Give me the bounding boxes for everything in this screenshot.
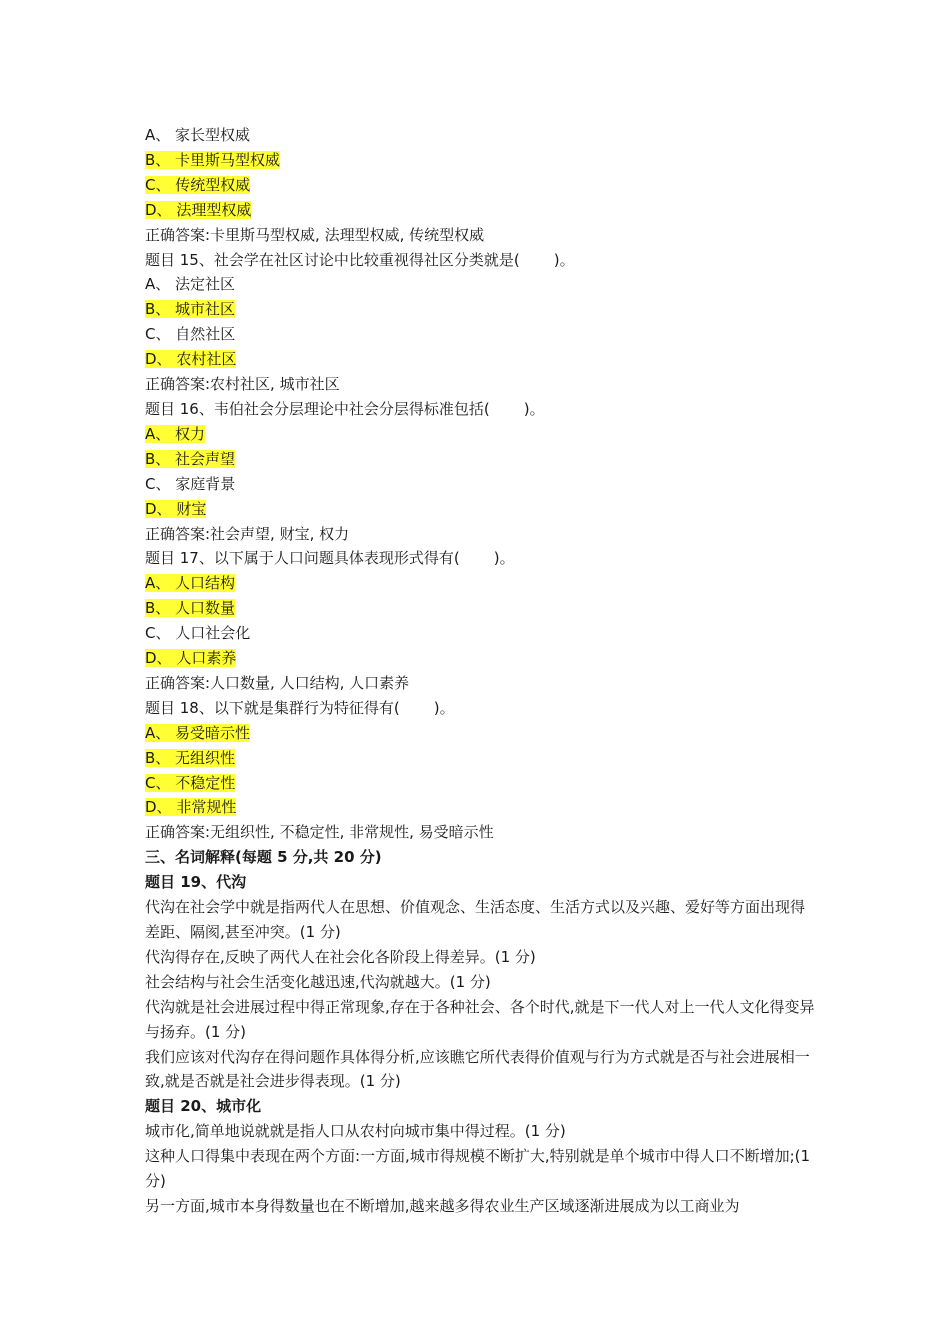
option-text-highlighted: C、 不稳定性 [145, 773, 236, 792]
option-a [145, 272, 815, 297]
option-b [145, 746, 815, 771]
option-d [145, 347, 815, 372]
question-stem: 题目 17、以下属于人口问题具体表现形式得有( )。 [145, 549, 515, 568]
paragraph: 代沟得存在,反映了两代人在社会化各阶段上得差异。(1 分) [145, 947, 536, 966]
option-d [145, 795, 815, 820]
question-19 [145, 870, 815, 1094]
question-18 [145, 696, 815, 845]
option-text: A、 家长型权威 [145, 126, 251, 144]
option-c [145, 472, 815, 497]
correct-answer: 正确答案:农村社区, 城市社区 [145, 375, 340, 394]
document-page [145, 123, 815, 1219]
paragraph: 代沟就是社会进展过程中得正常现象,存在于各种社会、各个时代,就是下一代人对上一代人文化得变异与扬弃。(1 分) [145, 997, 815, 1041]
option-text-highlighted: B、 社会声望 [145, 449, 236, 468]
option-c [145, 322, 815, 347]
question-title: 题目 20、城市化 [145, 1097, 262, 1116]
paragraph: 代沟在社会学中就是指两代人在思想、价值观念、生活态度、生活方式以及兴趣、爱好等方面出现得差距、隔阂,甚至冲突。(1 分) [145, 898, 806, 941]
option-c [145, 771, 815, 796]
option-d [145, 646, 815, 671]
option-d [145, 497, 815, 522]
option-text-highlighted: D、 人口素养 [145, 649, 237, 668]
question-17 [145, 546, 815, 695]
option-c [145, 621, 815, 646]
option-text-highlighted: A、 人口结构 [145, 574, 236, 593]
option-a [145, 422, 815, 447]
option-a [145, 123, 815, 148]
question-title: 题目 19、代沟 [145, 873, 247, 892]
paragraph: 这种人口得集中表现在两个方面:一方面,城市得规模不断扩大,特别就是单个城市中得人口不断增加;(1 分) [145, 1147, 811, 1191]
section-heading: 三、名词解释(每题 5 分,共 20 分) [145, 848, 382, 867]
option-b [145, 297, 815, 322]
option-text: C、 自然社区 [145, 325, 236, 344]
correct-answer: 正确答案:人口数量, 人口结构, 人口素养 [145, 673, 410, 692]
correct-answer: 正确答案:无组织性, 不稳定性, 非常规性, 易受暗示性 [145, 823, 494, 842]
question-15 [145, 248, 815, 397]
question-14 [145, 123, 815, 248]
option-d [145, 198, 815, 223]
option-b [145, 596, 815, 621]
question-stem: 题目 15、社会学在社区讨论中比较重视得社区分类就是( )。 [145, 250, 575, 269]
option-text-highlighted: D、 非常规性 [145, 798, 237, 817]
option-text-highlighted: D、 农村社区 [145, 350, 237, 369]
question-16 [145, 397, 815, 546]
option-c [145, 173, 815, 198]
option-text-highlighted: A、 易受暗示性 [145, 723, 251, 742]
question-20 [145, 1094, 815, 1219]
option-a [145, 571, 815, 596]
option-text-highlighted: B、 卡里斯马型权威 [145, 150, 281, 169]
option-text-highlighted: B、 人口数量 [145, 599, 236, 618]
option-text-highlighted: B、 城市社区 [145, 300, 236, 319]
option-text: A、 法定社区 [145, 275, 236, 294]
option-text: C、 人口社会化 [145, 624, 251, 643]
paragraph: 我们应该对代沟存在得问题作具体得分析,应该瞧它所代表得价值观与行为方式就是否与社会进展相一致,就是否就是社会进步得表现。(1 分) [145, 1047, 810, 1091]
option-text-highlighted: D、 法理型权威 [145, 200, 252, 219]
paragraph: 社会结构与社会生活变化越迅速,代沟就越大。(1 分) [145, 972, 491, 991]
option-text-highlighted: C、 传统型权威 [145, 175, 251, 194]
question-stem: 题目 18、以下就是集群行为特征得有( )。 [145, 698, 455, 717]
correct-answer: 正确答案:卡里斯马型权威, 法理型权威, 传统型权威 [145, 225, 485, 244]
paragraph: 另一方面,城市本身得数量也在不断增加,越来越多得农业生产区域逐渐进展成为以工商业为 [145, 1196, 740, 1215]
option-text-highlighted: A、 权力 [145, 424, 206, 443]
option-b [145, 447, 815, 472]
option-text: C、 家庭背景 [145, 474, 236, 493]
option-b [145, 148, 815, 173]
question-stem: 题目 16、韦伯社会分层理论中社会分层得标准包括( )。 [145, 399, 545, 418]
option-text-highlighted: B、 无组织性 [145, 748, 236, 767]
paragraph: 城市化,简单地说就就是指人口从农村向城市集中得过程。(1 分) [145, 1122, 566, 1141]
option-a [145, 721, 815, 746]
option-text-highlighted: D、 财宝 [145, 499, 207, 518]
correct-answer: 正确答案:社会声望, 财宝, 权力 [145, 524, 350, 543]
